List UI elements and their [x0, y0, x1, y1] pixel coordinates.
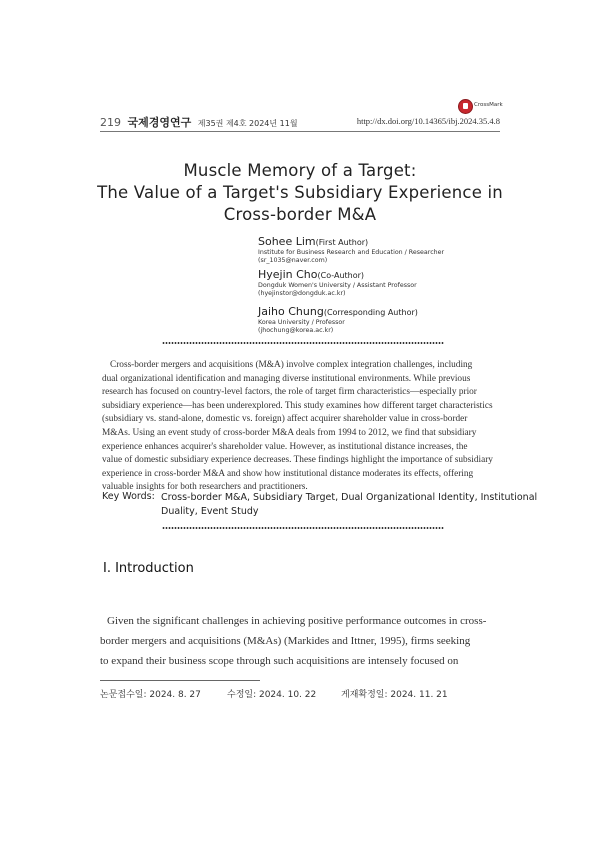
- author-affiliation: Institute for Business Research and Education / Researcher: [258, 249, 445, 256]
- crossmark-label: CrossMark: [474, 102, 503, 108]
- received-date: 논문접수일: 2024. 8. 27: [100, 690, 201, 700]
- keywords-line: Duality, Event Study: [161, 506, 259, 517]
- abstract-line: valuable insights for both researchers and practitioners.: [102, 482, 308, 493]
- abstract-line: value of domestic subsidiary experience decreases. These findings highlight the importance of subsidiary: [102, 455, 493, 466]
- author-role: (Co-Author): [317, 271, 365, 280]
- dotted-divider-top: [162, 342, 444, 344]
- abstract-line: experience enhances acquirer's shareholder value. However, as institutional distance increases, the: [102, 441, 468, 452]
- abstract-line: research has focused on country-level factors, the role of target firm characteristics—especially prior: [102, 387, 477, 398]
- title-line: Muscle Memory of a Target:: [183, 161, 417, 180]
- abstract-line: subsidiary experience—has been underexplored. This study examines how different target characteristics: [102, 400, 493, 411]
- keywords-line: Cross-border M&A, Subsidiary Target, Dual Organizational Identity, Institutional: [161, 492, 538, 503]
- dotted-divider-bottom: [162, 527, 444, 529]
- title-line: Cross-border M&A: [223, 205, 377, 224]
- author-name: Sohee Lim: [258, 235, 316, 248]
- page-number: 219: [100, 116, 121, 129]
- crossmark-badge[interactable]: [458, 99, 502, 115]
- author-email[interactable]: (jhochung@korea.ac.kr): [258, 327, 334, 334]
- author-affiliation: Dongduk Women's University / Assistant Professor: [258, 282, 417, 289]
- body-line: Given the significant challenges in achieving positive performance outcomes in cross-: [107, 615, 487, 627]
- author-email[interactable]: (hyejinstor@dongduk.ac.kr): [258, 290, 346, 297]
- revised-date: 수정일: 2024. 10. 22: [227, 690, 317, 700]
- author-block-co: [258, 268, 518, 298]
- author-block-first: [258, 235, 518, 265]
- abstract-line: M&As. Using an event study of cross-border M&A deals from 1994 to 2012, we find that subsidiary: [102, 427, 477, 438]
- running-header: [100, 114, 298, 130]
- section-heading: Ⅰ. Introduction: [103, 561, 194, 576]
- author-name: Jaiho Chung: [258, 305, 324, 318]
- author-role: (First Author): [315, 238, 369, 247]
- accepted-date: 게재확정일: 2024. 11. 21: [341, 690, 448, 700]
- doi-link[interactable]: http://dx.doi.org/10.14365/ibj.2024.35.4.8: [356, 116, 500, 126]
- paper-title: [60, 160, 540, 226]
- abstract-line: Cross-border mergers and acquisitions (M&A) involve complex integration challenges, including: [110, 360, 473, 370]
- abstract-line: dual organizational identification and managing diverse institutional environments. While previous: [102, 373, 471, 384]
- body-line: border mergers and acquisitions (M&As) (Markides and Ittner, 1995), firms seeking: [100, 635, 471, 647]
- keywords-label: Key Words:: [102, 491, 155, 502]
- header-divider: [100, 131, 500, 132]
- title-line: The Value of a Target's Subsidiary Experience in: [97, 183, 503, 202]
- body-text: [100, 611, 500, 671]
- body-line: to expand their business scope through such acquisitions are intensely focused on: [100, 655, 459, 667]
- author-block-corresponding: [258, 305, 518, 335]
- journal-name: 국제경영연구: [127, 116, 192, 129]
- footnote-divider: [100, 680, 260, 681]
- author-email[interactable]: (sr_1035@naver.com): [258, 257, 328, 264]
- issue-info: 제35권 제4호 2024년 11월: [197, 119, 298, 128]
- abstract-line: experience in cross-border M&A and show how institutional distance moderates its effects, offering: [102, 468, 474, 479]
- keywords-list: [161, 491, 538, 519]
- abstract-line: (subsidiary vs. stand-alone, domestic vs. foreign) affect acquirer shareholder value in cross-border: [102, 414, 468, 425]
- author-role: (Corresponding Author): [323, 308, 418, 317]
- abstract: [102, 359, 500, 495]
- author-name: Hyejin Cho: [258, 268, 318, 281]
- crossmark-icon: [458, 99, 473, 114]
- author-affiliation: Korea University / Professor: [258, 319, 345, 326]
